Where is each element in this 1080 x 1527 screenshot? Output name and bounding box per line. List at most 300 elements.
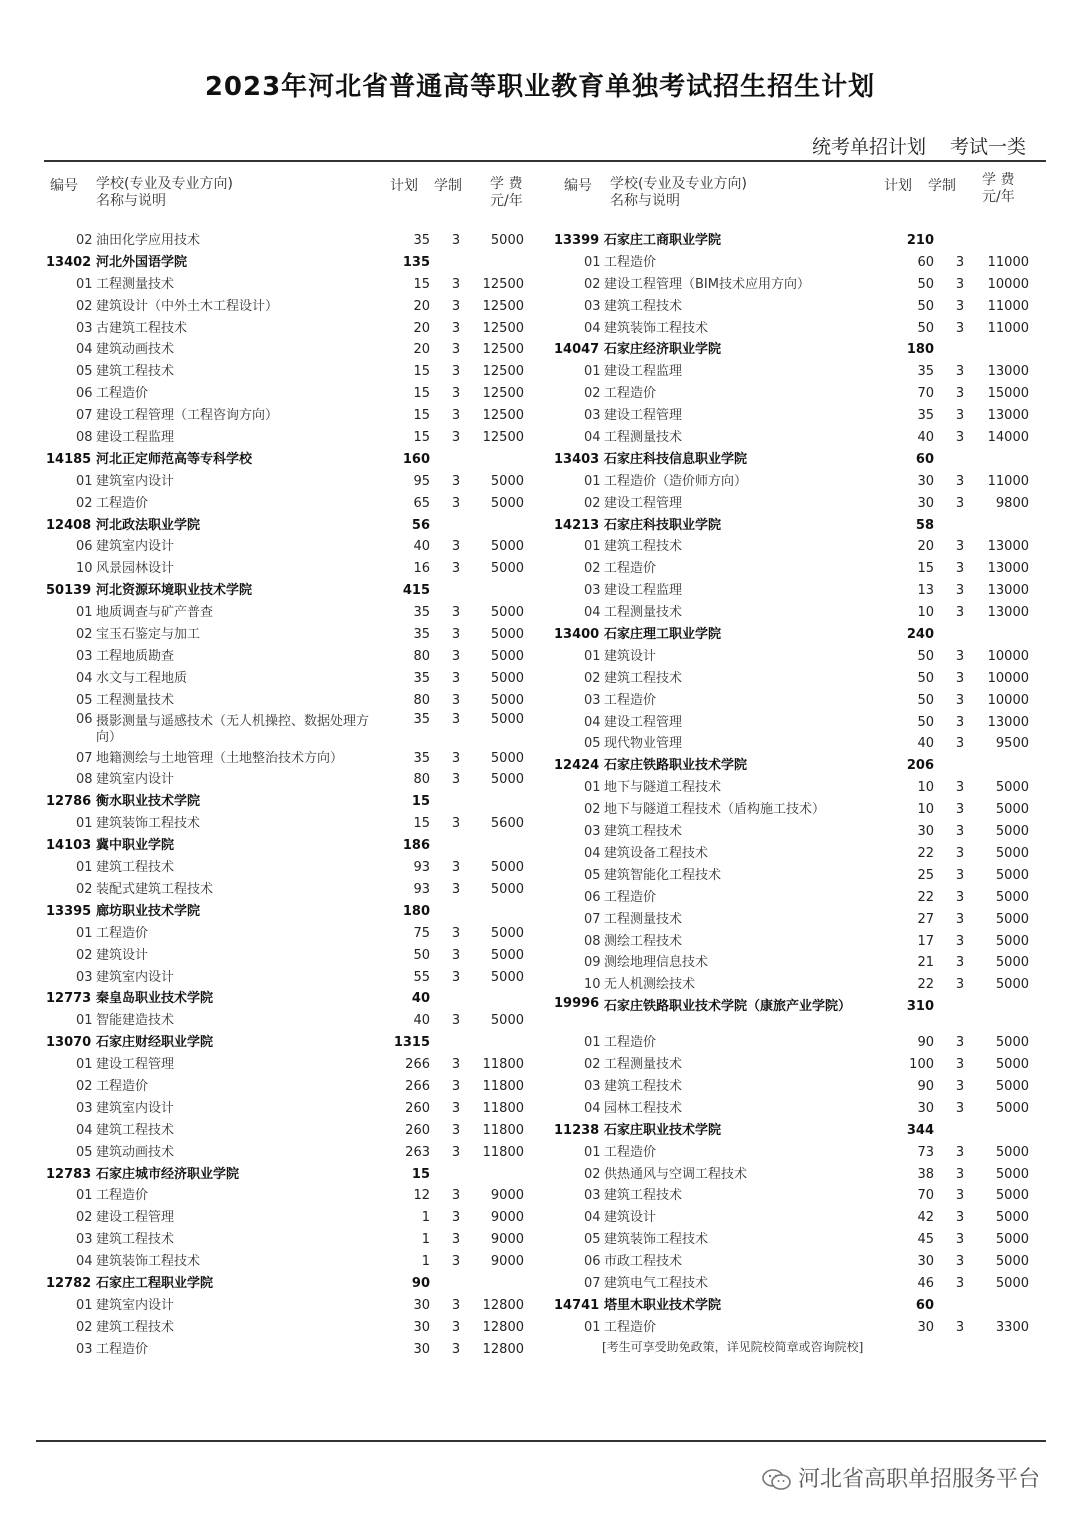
major-code: 04 <box>584 714 601 730</box>
study-years: 3 <box>451 1013 461 1029</box>
study-years: 3 <box>955 298 965 314</box>
plan-count: 30 <box>917 1319 934 1335</box>
plan-count: 17 <box>917 933 934 949</box>
plan-count: 35 <box>413 605 430 621</box>
major-row <box>554 383 1046 405</box>
plan-count: 30 <box>413 1319 430 1335</box>
study-years: 3 <box>451 925 461 941</box>
major-name: 建筑装饰工程技术 <box>96 1254 201 1270</box>
major-row <box>554 1251 1046 1273</box>
plan-count: 206 <box>906 758 934 774</box>
wechat-icon <box>762 1468 792 1492</box>
school-row <box>46 515 536 537</box>
plan-count: 30 <box>917 473 934 489</box>
study-years: 3 <box>451 670 461 686</box>
study-years: 3 <box>451 947 461 963</box>
major-name: 装配式建筑工程技术 <box>96 881 214 897</box>
major-code: 01 <box>76 1057 93 1073</box>
tuition-fee: 5000 <box>995 1254 1029 1270</box>
study-years: 3 <box>955 977 965 993</box>
major-row <box>554 668 1046 690</box>
major-code: 05 <box>76 364 93 380</box>
school-code: 13395 <box>46 903 92 919</box>
plan-count: 60 <box>915 451 934 467</box>
plan-count: 40 <box>411 991 430 1007</box>
tuition-fee: 12500 <box>482 298 524 314</box>
header-code: 编号 <box>564 178 592 194</box>
major-code: 01 <box>76 925 93 941</box>
major-name: 工程测量技术 <box>96 692 175 708</box>
major-code: 02 <box>76 627 93 643</box>
plan-subtitle <box>788 132 1026 159</box>
major-name: 无人机测绘技术 <box>604 977 696 993</box>
major-row <box>46 1098 536 1120</box>
major-code: 02 <box>76 881 93 897</box>
major-code: 08 <box>584 933 601 949</box>
major-name: 建筑设计 <box>604 648 657 664</box>
tuition-fee: 13000 <box>987 605 1029 621</box>
major-code: 01 <box>584 539 601 555</box>
major-name: 风景园林设计 <box>96 561 175 577</box>
major-name: 建筑动画技术 <box>96 342 175 358</box>
plan-count: 180 <box>906 342 934 358</box>
study-years: 3 <box>955 648 965 664</box>
major-code: 05 <box>76 692 93 708</box>
plan-count: 50 <box>917 692 934 708</box>
tuition-fee: 5000 <box>490 969 524 985</box>
plan-count: 30 <box>917 1100 934 1116</box>
study-years: 3 <box>955 933 965 949</box>
study-years: 3 <box>451 473 461 489</box>
tuition-fee: 5000 <box>490 925 524 941</box>
major-row <box>46 1142 536 1164</box>
plan-count: 58 <box>915 517 934 533</box>
study-years: 3 <box>955 1144 965 1160</box>
study-years: 3 <box>451 1297 461 1313</box>
major-name: 工程造价 <box>604 561 657 577</box>
school-code: 13399 <box>554 233 600 248</box>
study-years: 3 <box>451 969 461 985</box>
plan-count: 35 <box>413 627 430 643</box>
study-years: 3 <box>955 1188 965 1204</box>
major-code: 01 <box>584 648 601 664</box>
header-school: 学校(专业及专业方向) <box>610 176 747 192</box>
major-row <box>554 1229 1046 1251</box>
school-row <box>554 996 1046 1032</box>
tuition-fee: 5000 <box>995 889 1029 905</box>
major-code: 04 <box>584 1210 601 1226</box>
school-row <box>46 580 536 602</box>
plan-count: 15 <box>413 364 430 380</box>
major-code: 02 <box>76 233 93 248</box>
study-years: 3 <box>451 1341 461 1357</box>
major-name: 工程造价 <box>96 1188 149 1204</box>
plan-count: 10 <box>917 605 934 621</box>
major-code: 02 <box>584 670 601 686</box>
right-rows <box>554 230 1046 1355</box>
major-code: 04 <box>76 1122 93 1138</box>
tuition-fee: 9500 <box>995 736 1029 752</box>
study-years: 3 <box>451 386 461 402</box>
plan-count: 415 <box>402 583 430 599</box>
study-years: 3 <box>451 364 461 380</box>
major-name: 测绘工程技术 <box>604 933 683 949</box>
study-years: 3 <box>955 605 965 621</box>
tuition-fee: 5000 <box>995 1100 1029 1116</box>
tuition-fee: 5000 <box>490 947 524 963</box>
major-row <box>554 405 1046 427</box>
plan-count: 50 <box>917 714 934 730</box>
major-code: 01 <box>76 1013 93 1029</box>
major-name: 建筑工程技术 <box>96 1122 175 1138</box>
plan-count: 186 <box>402 838 430 854</box>
study-years: 3 <box>451 1210 461 1226</box>
study-years: 3 <box>955 561 965 577</box>
major-name: 建筑室内设计 <box>96 772 175 788</box>
major-row <box>554 602 1046 624</box>
plan-count: 73 <box>917 1144 934 1160</box>
plan-count: 35 <box>917 364 934 380</box>
major-code: 05 <box>76 1144 93 1160</box>
tuition-fee: 5000 <box>995 1035 1029 1051</box>
tuition-fee: 9000 <box>490 1254 524 1270</box>
major-code: 03 <box>76 1100 93 1116</box>
study-years: 3 <box>955 955 965 971</box>
tuition-fee: 5000 <box>490 881 524 897</box>
major-code: 10 <box>76 561 93 577</box>
plan-count: 70 <box>917 1188 934 1204</box>
major-name: 建设工程管理 <box>604 408 683 424</box>
tuition-fee: 15000 <box>987 386 1029 402</box>
major-name: 工程造价（造价师方向） <box>604 473 748 489</box>
major-code: 03 <box>76 320 93 336</box>
major-name: 工程造价 <box>96 1078 149 1094</box>
major-row <box>554 471 1046 493</box>
study-years: 3 <box>955 889 965 905</box>
major-row <box>554 274 1046 296</box>
plan-count: 20 <box>917 539 934 555</box>
major-row <box>554 1207 1046 1229</box>
major-row <box>554 1142 1046 1164</box>
study-years: 3 <box>955 473 965 489</box>
tuition-fee: 5000 <box>490 1013 524 1029</box>
major-row <box>46 967 536 989</box>
major-code: 06 <box>584 1254 601 1270</box>
major-code: 03 <box>584 298 601 314</box>
header-fee: 学 费 <box>982 172 1015 188</box>
study-years: 3 <box>451 233 461 248</box>
school-name: 石家庄理工职业学院 <box>604 627 722 643</box>
tuition-fee: 10000 <box>987 276 1029 292</box>
tuition-fee: 12500 <box>482 342 524 358</box>
tuition-fee: 11800 <box>482 1057 524 1073</box>
major-code: 03 <box>76 648 93 664</box>
major-row <box>46 668 536 690</box>
left-rows <box>46 230 536 1361</box>
school-row <box>554 339 1046 361</box>
footer-text: 河北省高职单招服务平台 <box>797 1467 1040 1492</box>
school-row <box>46 1164 536 1186</box>
tuition-fee: 13000 <box>987 583 1029 599</box>
plan-count: 90 <box>917 1035 934 1051</box>
major-code: 01 <box>584 254 601 270</box>
plan-count: 90 <box>917 1078 934 1094</box>
plan-count: 15 <box>411 794 430 810</box>
major-code: 01 <box>584 1319 601 1335</box>
tuition-fee: 5000 <box>490 750 524 766</box>
tuition-fee: 5000 <box>995 802 1029 818</box>
tuition-fee: 11800 <box>482 1100 524 1116</box>
plan-count: 30 <box>413 1297 430 1313</box>
study-years: 3 <box>451 1319 461 1335</box>
tuition-fee: 5000 <box>995 867 1029 883</box>
major-code: 06 <box>76 539 93 555</box>
major-name: 建筑动画技术 <box>96 1144 175 1160</box>
study-years: 3 <box>451 1078 461 1094</box>
major-name: 建筑室内设计 <box>96 473 175 489</box>
header-school-desc: 名称与说明 <box>96 193 166 209</box>
tuition-fee: 11000 <box>987 473 1029 489</box>
major-code: 01 <box>76 276 93 292</box>
study-years: 3 <box>955 495 965 511</box>
plan-count: 1 <box>421 1232 430 1248</box>
plan-count: 60 <box>915 1297 934 1313</box>
plan-count: 60 <box>917 254 934 270</box>
school-row <box>554 755 1046 777</box>
major-row <box>554 733 1046 755</box>
major-name: 工程造价 <box>604 1319 657 1335</box>
tuition-fee: 5000 <box>490 711 524 727</box>
major-name: 建筑工程技术 <box>604 298 683 314</box>
school-name: 石家庄铁路职业技术学院（康旅产业学院） <box>604 999 852 1015</box>
school-row <box>46 449 536 471</box>
major-code: 07 <box>584 911 601 927</box>
study-years: 3 <box>955 386 965 402</box>
tuition-fee: 12500 <box>482 386 524 402</box>
major-code: 01 <box>584 364 601 380</box>
major-name: 建筑设备工程技术 <box>604 845 709 861</box>
plan-count: 100 <box>909 1057 934 1073</box>
major-code: 04 <box>76 1254 93 1270</box>
major-row <box>46 1339 536 1361</box>
plan-count: 30 <box>917 824 934 840</box>
plan-count: 30 <box>917 495 934 511</box>
study-years: 3 <box>955 254 965 270</box>
major-name: 工程造价 <box>604 386 657 402</box>
tuition-fee: 9000 <box>490 1188 524 1204</box>
plan-count: 50 <box>413 947 430 963</box>
major-row <box>46 857 536 879</box>
plan-count: 93 <box>413 860 430 876</box>
plan-count: 50 <box>917 320 934 336</box>
major-name: 建筑设计 <box>604 1210 657 1226</box>
school-name: 秦皇岛职业技术学院 <box>96 991 214 1007</box>
major-name: 建筑智能化工程技术 <box>604 867 722 883</box>
major-name: 地质调查与矿产普查 <box>96 605 214 621</box>
major-name: 工程造价 <box>96 1341 149 1357</box>
major-name: 建筑装饰工程技术 <box>604 1232 709 1248</box>
plan-count: 55 <box>413 969 430 985</box>
tuition-fee: 5000 <box>995 911 1029 927</box>
plan-count: 310 <box>906 999 934 1015</box>
tuition-fee: 10000 <box>987 648 1029 664</box>
plan-count: 22 <box>917 845 934 861</box>
school-name: 石家庄工商职业学院 <box>604 233 722 248</box>
major-name: 地下与隧道工程技术 <box>604 780 722 796</box>
study-years: 3 <box>451 692 461 708</box>
major-name: 园林工程技术 <box>604 1100 683 1116</box>
tuition-fee: 12500 <box>482 408 524 424</box>
tuition-fee: 5000 <box>490 627 524 643</box>
major-code: 01 <box>76 1297 93 1313</box>
tuition-fee: 5000 <box>995 780 1029 796</box>
plan-count: 15 <box>413 386 430 402</box>
plan-count: 20 <box>413 320 430 336</box>
school-row <box>46 791 536 813</box>
plan-count: 45 <box>917 1232 934 1248</box>
study-years: 3 <box>955 780 965 796</box>
major-name: 工程造价 <box>604 692 657 708</box>
plan-count: 65 <box>413 495 430 511</box>
school-row <box>554 624 1046 646</box>
major-row <box>46 361 536 383</box>
school-name: 冀中职业学院 <box>96 838 175 854</box>
study-years: 3 <box>955 1057 965 1073</box>
major-row <box>46 712 536 748</box>
plan-count: 35 <box>413 670 430 686</box>
tuition-fee: 12500 <box>482 430 524 446</box>
tuition-fee: 5000 <box>995 1275 1029 1291</box>
major-row <box>46 536 536 558</box>
major-row <box>554 493 1046 515</box>
footer-watermark <box>762 1462 1040 1493</box>
school-code: 13070 <box>46 1035 92 1051</box>
study-years: 3 <box>955 408 965 424</box>
tuition-fee: 5000 <box>995 845 1029 861</box>
school-name: 石家庄科技信息职业学院 <box>604 451 748 467</box>
major-name: 工程造价 <box>604 254 657 270</box>
major-code: 03 <box>584 583 601 599</box>
major-row <box>46 748 536 770</box>
school-name: 衡水职业技术学院 <box>96 794 201 810</box>
major-row <box>554 887 1046 909</box>
tuition-fee: 12500 <box>482 320 524 336</box>
header-years: 学制 <box>434 178 462 194</box>
plan-count: 10 <box>917 780 934 796</box>
major-row <box>46 1251 536 1273</box>
major-name: 工程测量技术 <box>604 605 683 621</box>
major-code: 04 <box>584 605 601 621</box>
study-years: 3 <box>955 867 965 883</box>
major-code: 02 <box>76 1319 93 1335</box>
major-name: 建筑工程技术 <box>96 364 175 380</box>
school-name: 石家庄铁路职业技术学院 <box>604 758 748 774</box>
tuition-fee: 12800 <box>482 1319 524 1335</box>
major-row <box>46 1076 536 1098</box>
major-name: 工程测量技术 <box>604 430 683 446</box>
school-name: 石家庄财经职业学院 <box>96 1035 214 1051</box>
major-row <box>554 558 1046 580</box>
study-years: 3 <box>955 802 965 818</box>
major-row <box>554 712 1046 734</box>
major-code: 08 <box>76 430 93 446</box>
header-code: 编号 <box>50 178 78 194</box>
plan-count: 10 <box>917 802 934 818</box>
major-name: 地下与隧道工程技术（盾构施工技术） <box>604 802 826 818</box>
major-row <box>554 1273 1046 1295</box>
study-years: 3 <box>451 772 461 788</box>
plan-count: 21 <box>917 955 934 971</box>
major-code: 04 <box>584 430 601 446</box>
major-row <box>554 361 1046 383</box>
school-code: 12786 <box>46 794 92 810</box>
study-years: 3 <box>451 320 461 336</box>
major-code: 02 <box>76 1210 93 1226</box>
school-code: 12424 <box>554 758 600 774</box>
tuition-fee: 5000 <box>995 1166 1029 1182</box>
plan-count: 40 <box>917 736 934 752</box>
major-row <box>46 813 536 835</box>
major-code: 06 <box>584 889 601 905</box>
study-years: 3 <box>451 276 461 292</box>
major-row <box>46 1185 536 1207</box>
tuition-fee: 12500 <box>482 364 524 380</box>
tuition-fee: 10000 <box>987 692 1029 708</box>
table-header <box>46 172 536 230</box>
school-code: 11238 <box>554 1122 600 1138</box>
tuition-fee: 5000 <box>995 1188 1029 1204</box>
major-code: 02 <box>584 495 601 511</box>
study-years: 3 <box>451 881 461 897</box>
major-row <box>46 230 536 252</box>
major-code: 02 <box>76 1078 93 1094</box>
plan-type: 统考单招计划 <box>811 136 926 158</box>
major-name: 建筑工程技术 <box>604 670 683 686</box>
tuition-fee: 5000 <box>995 1057 1029 1073</box>
study-years: 3 <box>451 648 461 664</box>
plan-count: 50 <box>917 670 934 686</box>
major-row <box>46 690 536 712</box>
bottom-divider <box>36 1440 1046 1442</box>
tuition-fee: 13000 <box>987 714 1029 730</box>
major-name: 建筑室内设计 <box>96 1297 175 1313</box>
tuition-fee: 10000 <box>987 670 1029 686</box>
study-years: 3 <box>451 605 461 621</box>
tuition-fee: 13000 <box>987 364 1029 380</box>
major-code: 02 <box>76 495 93 511</box>
major-name: 市政工程技术 <box>604 1254 683 1270</box>
header-school: 学校(专业及专业方向) <box>96 176 233 192</box>
major-row <box>554 777 1046 799</box>
major-row <box>46 1317 536 1339</box>
study-years: 3 <box>451 1122 461 1138</box>
plan-count: 56 <box>411 517 430 533</box>
plan-count: 15 <box>413 816 430 832</box>
plan-count: 30 <box>917 1254 934 1270</box>
tuition-fee: 5000 <box>490 860 524 876</box>
school-name: 河北正定师范高等专科学校 <box>96 451 253 467</box>
study-years: 3 <box>451 561 461 577</box>
header-fee-unit: 元/年 <box>982 189 1015 205</box>
major-name: 建筑装饰工程技术 <box>604 320 709 336</box>
major-row <box>46 405 536 427</box>
plan-count: 266 <box>405 1057 430 1073</box>
major-name: 建筑工程技术 <box>96 1319 175 1335</box>
major-name: 建筑设计 <box>96 947 149 963</box>
major-name: 建筑装饰工程技术 <box>96 816 201 832</box>
study-years: 3 <box>955 1035 965 1051</box>
major-code: 03 <box>584 408 601 424</box>
